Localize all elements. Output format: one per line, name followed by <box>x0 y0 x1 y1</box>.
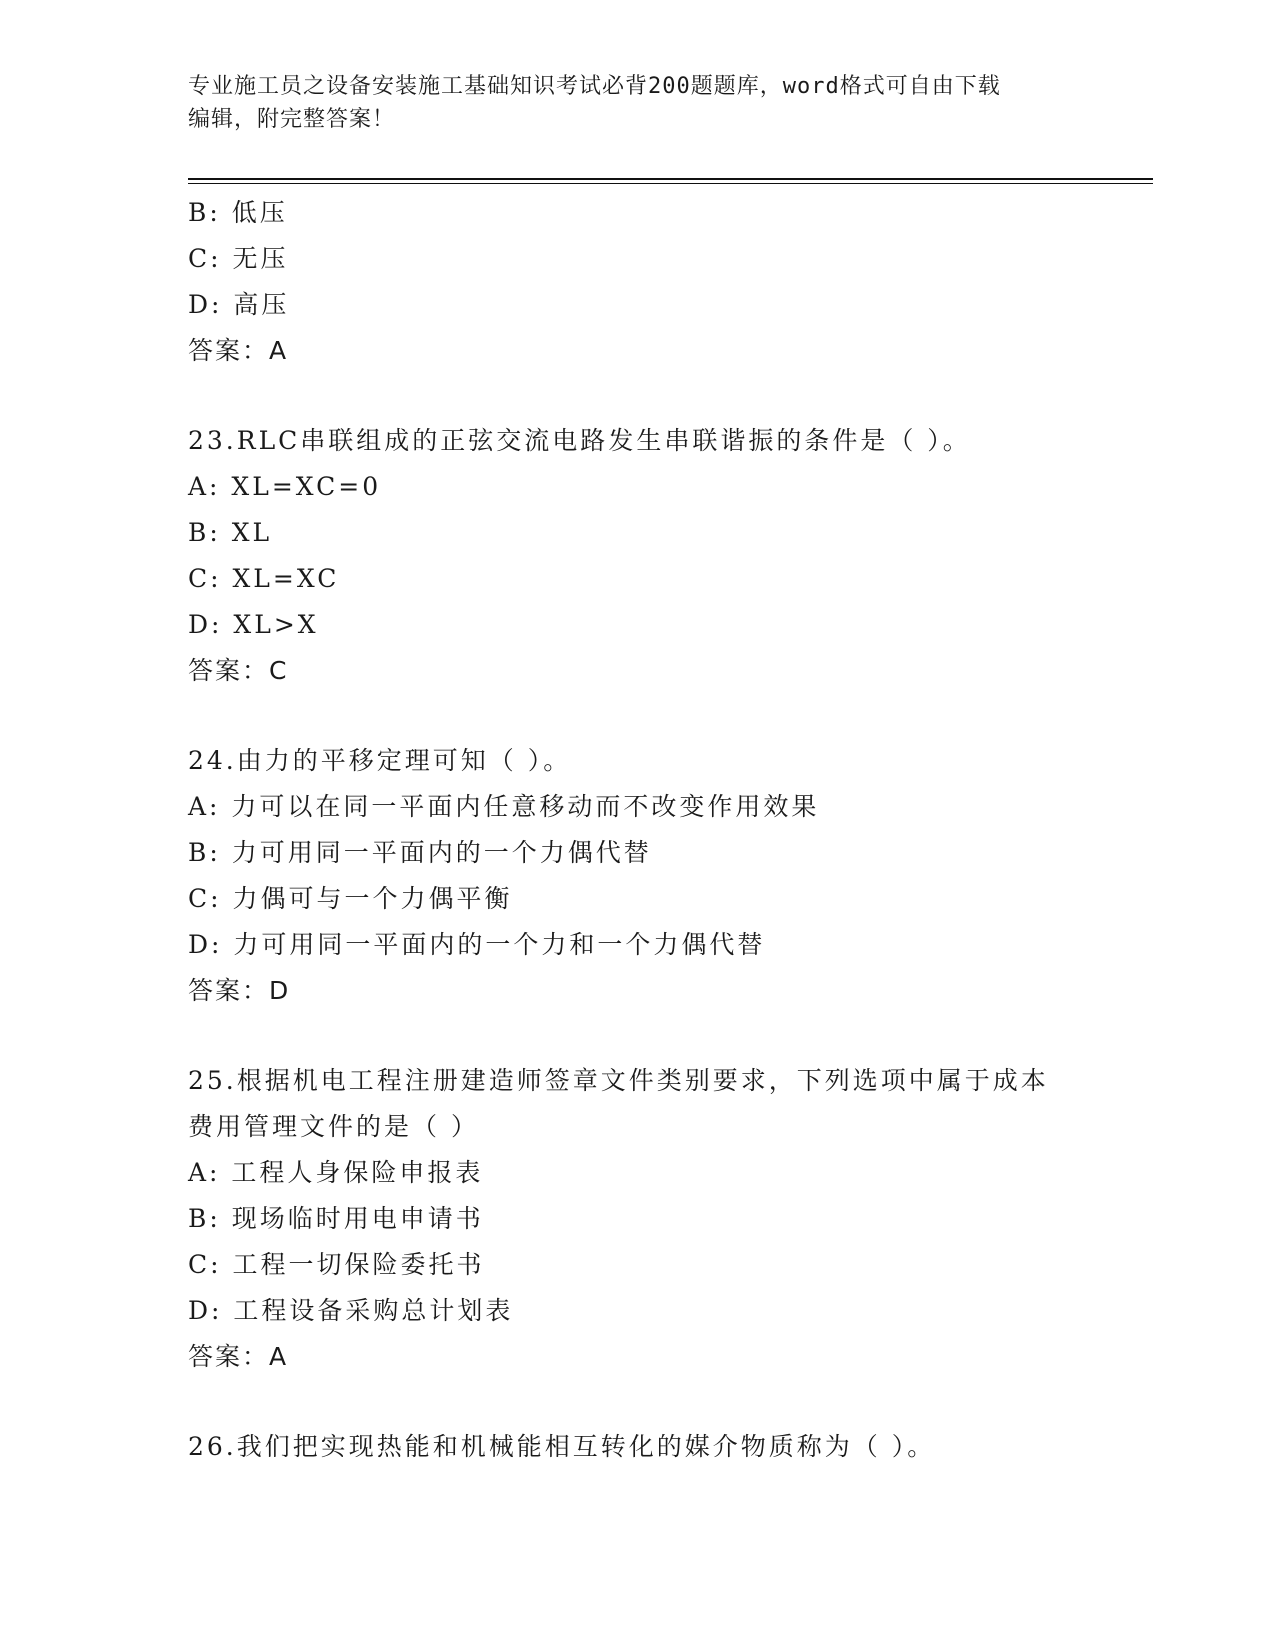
question-text: 24.由力的平移定理可知（ ）。 <box>188 746 572 775</box>
header-title-line-2: 编辑，附完整答案！ <box>188 107 396 132</box>
answer-line: 答案：D <box>188 976 291 1005</box>
option-a: A: 力可以在同一平面内任意移动而不改变作用效果 <box>188 792 820 821</box>
header-divider-thick <box>188 178 1153 180</box>
option-b: B: 低压 <box>188 198 288 227</box>
option-c: C: 无压 <box>188 244 289 273</box>
question-block-22 <box>188 190 1088 374</box>
option-a: A: 工程人身保险申报表 <box>188 1158 484 1187</box>
question-text-continued: 费用管理文件的是（ ） <box>188 1112 479 1141</box>
option-c: C: 力偶可与一个力偶平衡 <box>188 884 513 913</box>
question-block-26 <box>188 1424 1088 1470</box>
question-block-23 <box>188 418 1088 694</box>
option-c: C: 工程一切保险委托书 <box>188 1250 485 1279</box>
option-d: D: 工程设备采购总计划表 <box>188 1296 514 1325</box>
option-b: B: 现场临时用电申请书 <box>188 1204 484 1233</box>
document-body <box>188 190 1088 1470</box>
answer-line: 答案：C <box>188 656 289 685</box>
header-title-line-1: 专业施工员之设备安装施工基础知识考试必背200题题库，word格式可自由下载 <box>188 74 1001 99</box>
answer-line: 答案：A <box>188 1342 289 1371</box>
option-b: B: 力可用同一平面内的一个力偶代替 <box>188 838 652 867</box>
question-text: 23.RLC串联组成的正弦交流电路发生串联谐振的条件是（ ）。 <box>188 426 971 455</box>
option-b: B: XL <box>188 518 273 547</box>
question-text: 26.我们把实现热能和机械能相互转化的媒介物质称为（ ）。 <box>188 1432 936 1461</box>
header-divider-thin <box>188 183 1153 184</box>
question-block-25 <box>188 1058 1088 1380</box>
option-a: A: XL=XC=0 <box>188 472 382 501</box>
question-text: 25.根据机电工程注册建造师签章文件类别要求，下列选项中属于成本 <box>188 1066 1049 1095</box>
document-header <box>188 70 1088 136</box>
option-d: D: 高压 <box>188 290 290 319</box>
option-c: C: XL=XC <box>188 564 340 593</box>
question-block-24 <box>188 738 1088 1014</box>
answer-line: 答案：A <box>188 336 289 365</box>
option-d: D: XL>X <box>188 610 319 639</box>
option-d: D: 力可用同一平面内的一个力和一个力偶代替 <box>188 930 766 959</box>
